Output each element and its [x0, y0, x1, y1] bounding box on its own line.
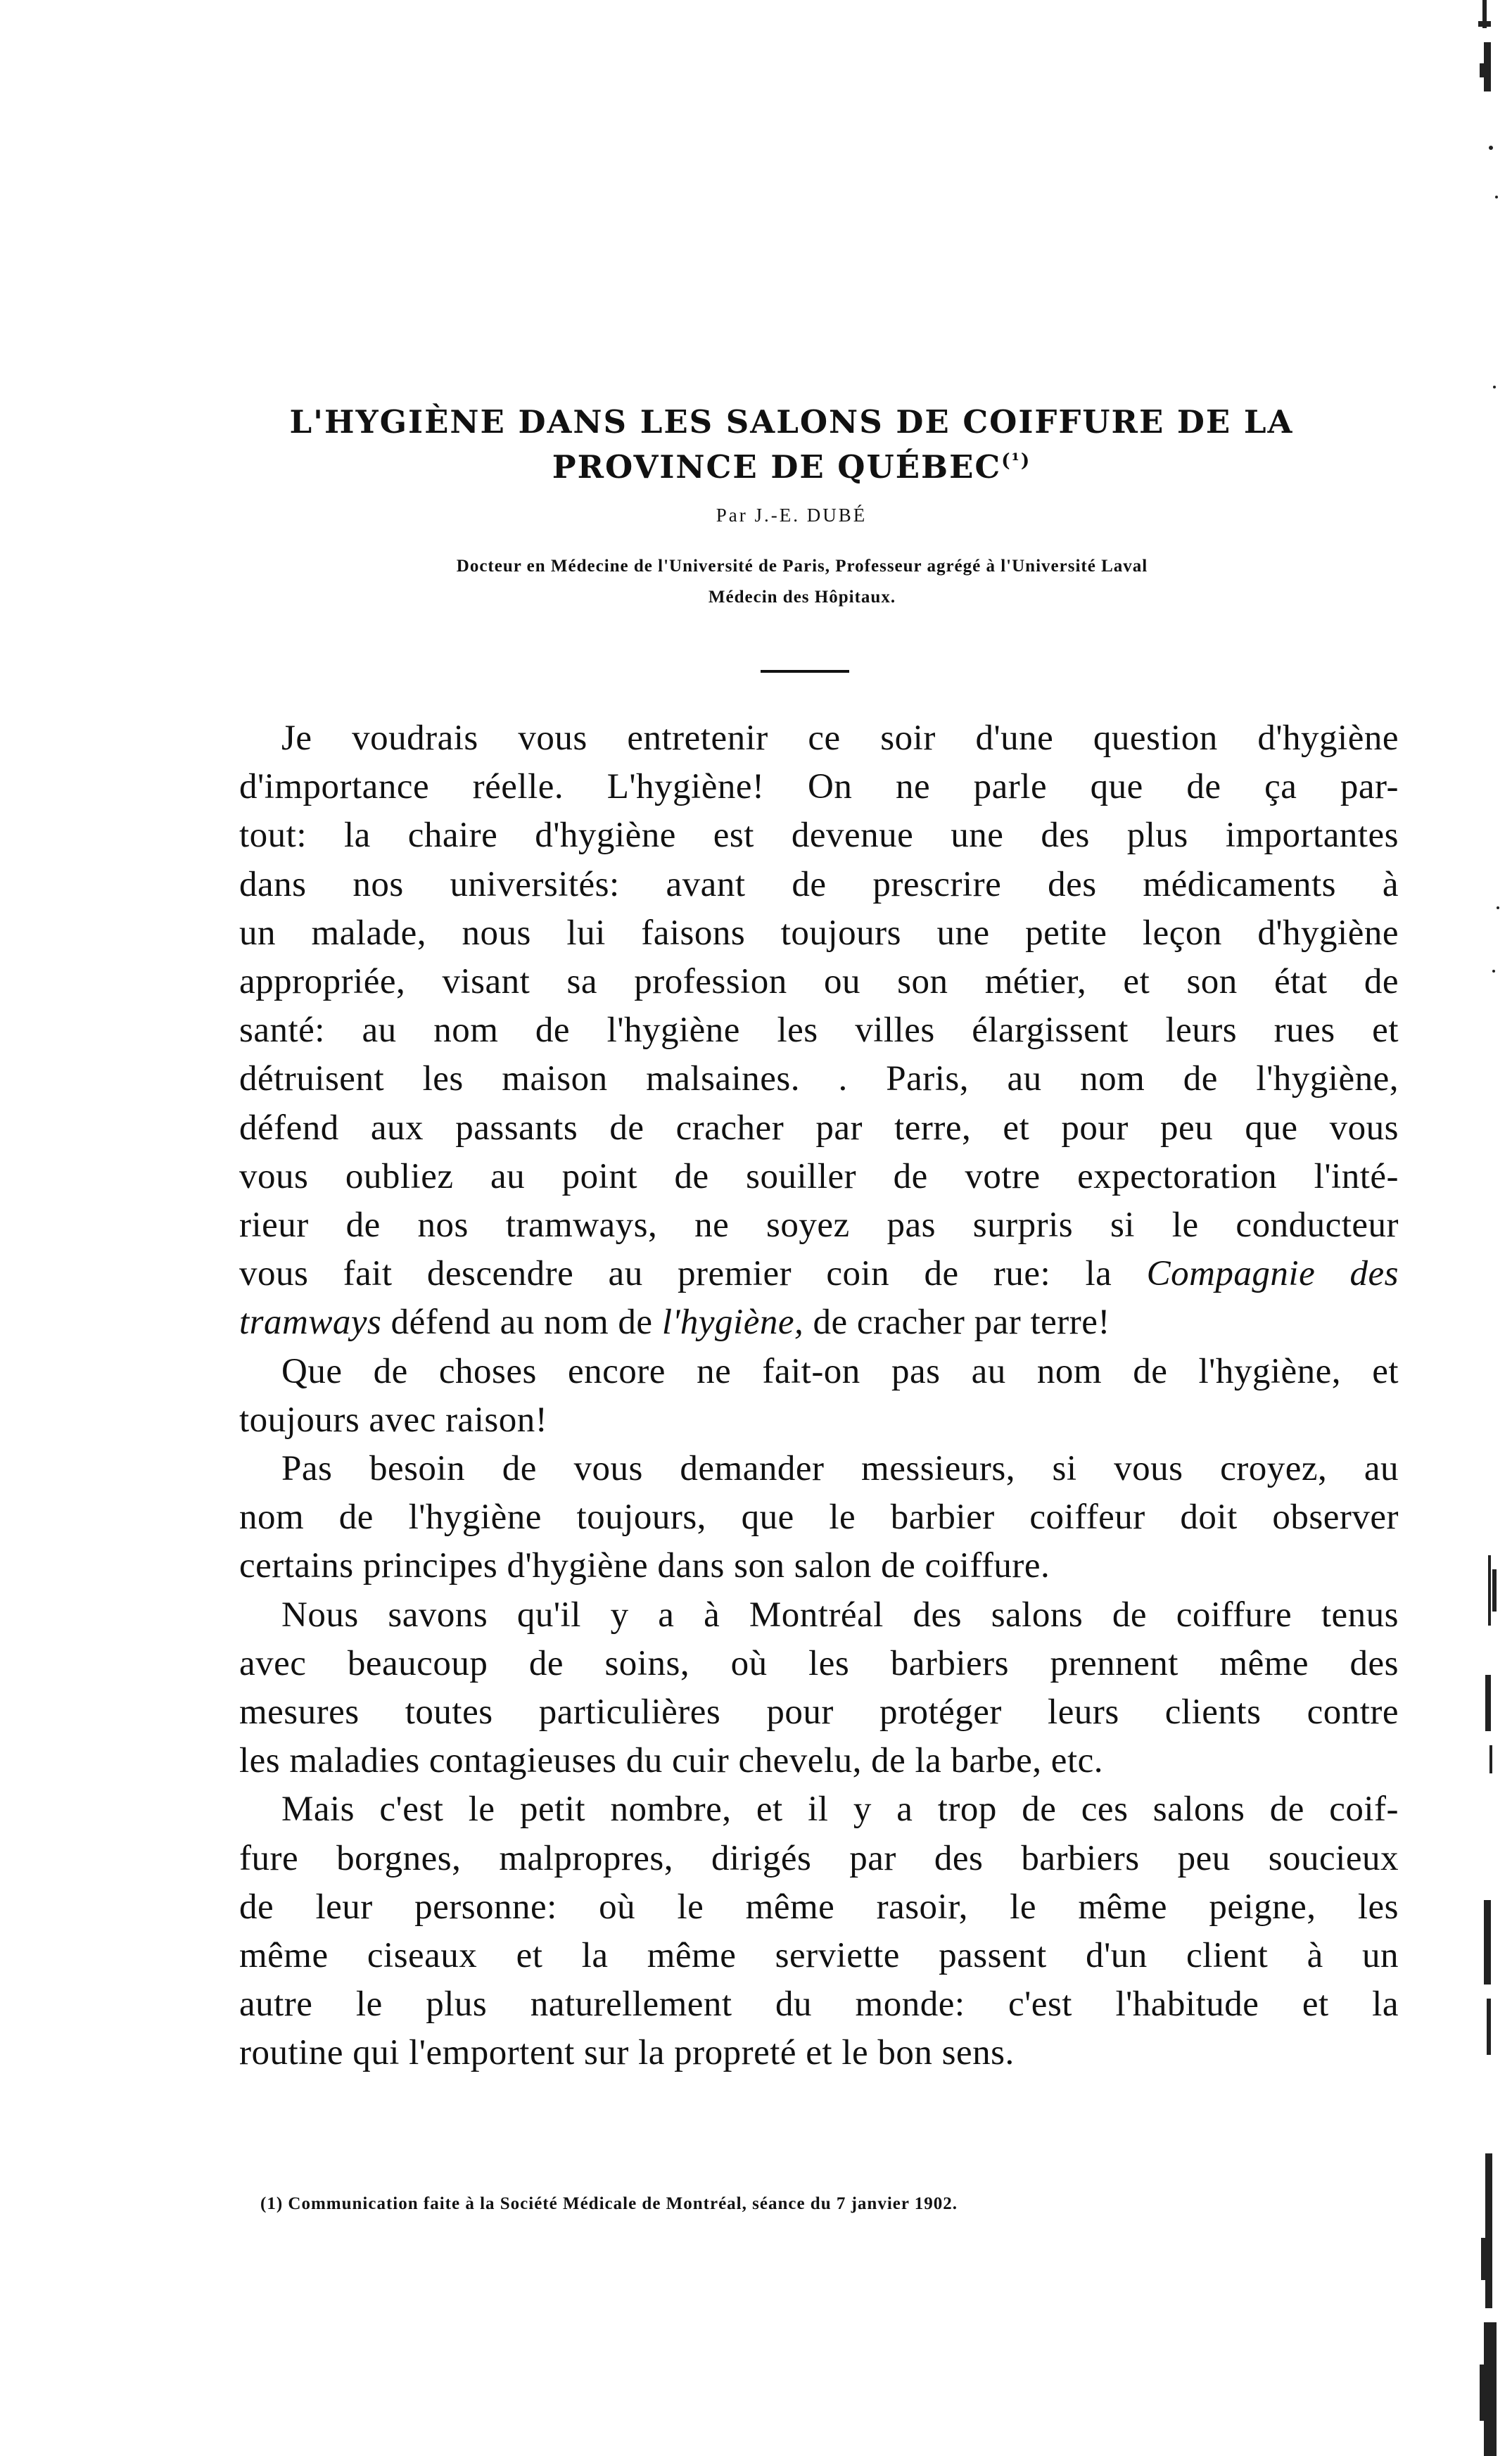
body-line: défend aux passants de cracher par terre, et pour peu que vous [239, 1108, 1399, 1148]
body-line: Mais c'est le petit nombre, et il y a trop de ces salons de coif- [281, 1790, 1399, 1830]
paragraph-5 [239, 1785, 1399, 2077]
italic-hygiene: l'hygiène, [661, 1303, 804, 1343]
body-line: de leur personne: où le même rasoir, le même peigne, les [239, 1887, 1399, 1927]
body-line: Pas besoin de vous demander messieurs, si vous croyez, au [281, 1449, 1399, 1489]
title-footnote-marker: (¹) [1001, 450, 1031, 471]
author-byline: Par J.-E. DUBÉ [716, 505, 868, 526]
body-line: détruisent les maison malsaines. . Paris, au nom de l'hygiène, [239, 1059, 1399, 1099]
article-title-line-1: L'HYGIÈNE DANS LES SALONS DE COIFFURE DE LA [289, 403, 1294, 441]
body-line: les maladies contagieuses du cuir chevelu, de la barbe, etc. [239, 1741, 1104, 1781]
body-line: rieur de nos tramways, ne soyez pas surpris si le conducteur [239, 1205, 1399, 1246]
body-line: avec beaucoup de soins, où les barbiers prennent même des [239, 1643, 1399, 1683]
paragraph-4 [239, 1591, 1399, 1786]
body-line: même ciseaux et la même serviette passent d'un client à un [239, 1936, 1399, 1976]
body-line: vous oubliez au point de souiller de votre expectoration l'inté- [239, 1156, 1399, 1196]
body-line [239, 1298, 1399, 1347]
body-line: nom de l'hygiène toujours, que le barbier coiffeur doit observer [239, 1498, 1399, 1538]
article-title-text: PROVINCE DE QUÉBEC [552, 448, 1002, 486]
paragraph-3 [239, 1445, 1399, 1591]
title-divider-rule [761, 670, 849, 673]
body-line: santé: au nom de l'hygiène les villes élargissent leurs rues et [239, 1011, 1399, 1051]
body-line-text: défend au nom de [390, 1303, 653, 1343]
body-line: dans nos universités: avant de prescrire des médicaments à [239, 864, 1399, 904]
body-line-text: vous fait descendre au premier coin de rue: la [239, 1254, 1112, 1294]
italic-tramways: tramways [239, 1303, 382, 1343]
scan-edge-noise [1435, 0, 1512, 2456]
footnote: (1) Communication faite à la Société Médicale de Montréal, séance du 7 janvier 1902. [260, 2194, 958, 2213]
body-line: toujours avec raison! [239, 1400, 548, 1440]
body-line: Je voudrais vous entretenir ce soir d'une question d'hygiène [281, 719, 1399, 758]
author-credentials-line-2: Médecin des Hôpitaux. [708, 588, 896, 607]
body-line-text: de cracher par terre! [813, 1303, 1110, 1343]
body-line [239, 1250, 1399, 1298]
body-line: tout: la chaire d'hygiène est devenue une des plus importantes [239, 816, 1399, 856]
article-body [239, 714, 1399, 2078]
body-line: fure borgnes, malpropres, dirigés par des barbiers peu soucieux [239, 1838, 1399, 1878]
body-line: mesures toutes particulières pour protéger leurs clients contre [239, 1692, 1399, 1733]
body-line: un malade, nous lui faisons toujours une petite leçon d'hygiène [239, 913, 1399, 953]
body-line: autre le plus naturellement du monde: c'est l'habitude et la [239, 1985, 1399, 2025]
body-line: d'importance réelle. L'hygiène! On ne parle que de ça par- [239, 767, 1399, 807]
paragraph-2 [239, 1348, 1399, 1445]
body-line: Nous savons qu'il y a à Montréal des salons de coiffure tenus [281, 1595, 1399, 1635]
body-line: routine qui l'emportent sur la propreté et le bon sens. [239, 2033, 1015, 2073]
article-title-line-2 [211, 445, 1372, 490]
body-line: Que de choses encore ne fait-on pas au nom de l'hygiène, et [281, 1351, 1399, 1391]
body-line: certains principes d'hygiène dans son salon de coiffure. [239, 1546, 1050, 1586]
italic-company-name: Compagnie des [1146, 1254, 1399, 1294]
body-line: appropriée, visant sa profession ou son métier, et son état de [239, 962, 1399, 1002]
author-credentials-line-1: Docteur en Médecine de l'Université de Paris, Professeur agrégé à l'Université Laval [456, 557, 1148, 576]
paragraph-1 [239, 714, 1399, 1348]
